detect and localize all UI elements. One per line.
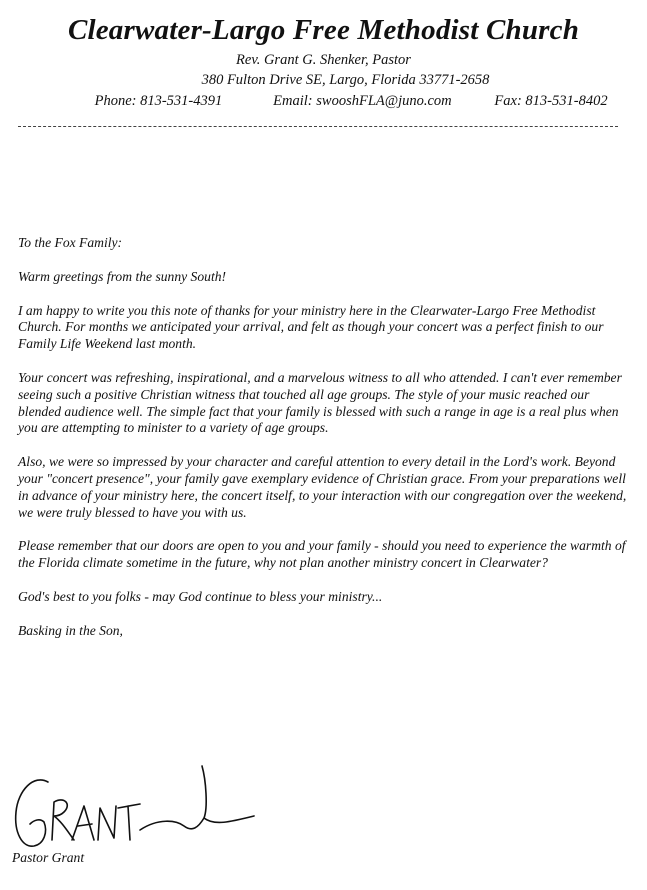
church-name: Clearwater-Largo Free Methodist Church [67, 14, 580, 46]
salutation: To the Fox Family: [18, 235, 123, 250]
signer-name: Pastor Grant [12, 850, 85, 865]
paragraph-thanks: I am happy to write you this note of thanks for your ministry here in the Clearwater-Largo Free Methodist Church. For months we anticipated your arrival, and felt as though your concert was a perfect finish to our Family Life Weekend last month. [18, 302, 604, 352]
email-address: Email: swooshFLA@juno.com [273, 93, 452, 109]
closing: Basking in the Son, [18, 622, 123, 638]
contact-line [56, 93, 616, 110]
paragraph-character: Also, we were so impressed by your character and careful attention to every detail in the Lord's work. Beyond your "concert presence", your family gave exemplary evidence of Christian grace. From your preparations well in advance of your ministry here, the concert itself, to your interaction with our congregation over the weekend, we were truly blessed to have you with us. [18, 454, 627, 520]
letter-body [18, 235, 630, 657]
paragraph-concert: Your concert was refreshing, inspirational, and a marvelous witness to all who attended. I can't ever remember seeing such a positive Christian witness that touched all age groups. The style of your music reached our blended audience well. The simple fact that your family is blessed with such a range in age is a real plus when you are attempting to minister to a variety of age groups. [18, 369, 622, 436]
phone-number: Phone: 813-531-4391 [94, 93, 223, 109]
letterhead-divider [18, 126, 618, 127]
address-line: 380 Fulton Drive SE, Largo, Florida 33771-2658 [201, 72, 490, 88]
greeting: Warm greetings from the sunny South! [18, 268, 227, 284]
pastor-line: Rev. Grant G. Shenker, Pastor [236, 52, 411, 68]
paragraph-blessing: God's best to you folks - may God continue to bless your ministry... [18, 588, 383, 604]
paragraph-invitation: Please remember that our doors are open to you and your family - should you need to experience the warmth of the Florida climate sometime in the future, why not plan another ministry concert in Clearwater? [18, 538, 626, 571]
fax-number: Fax: 813-531-8402 [494, 93, 608, 109]
